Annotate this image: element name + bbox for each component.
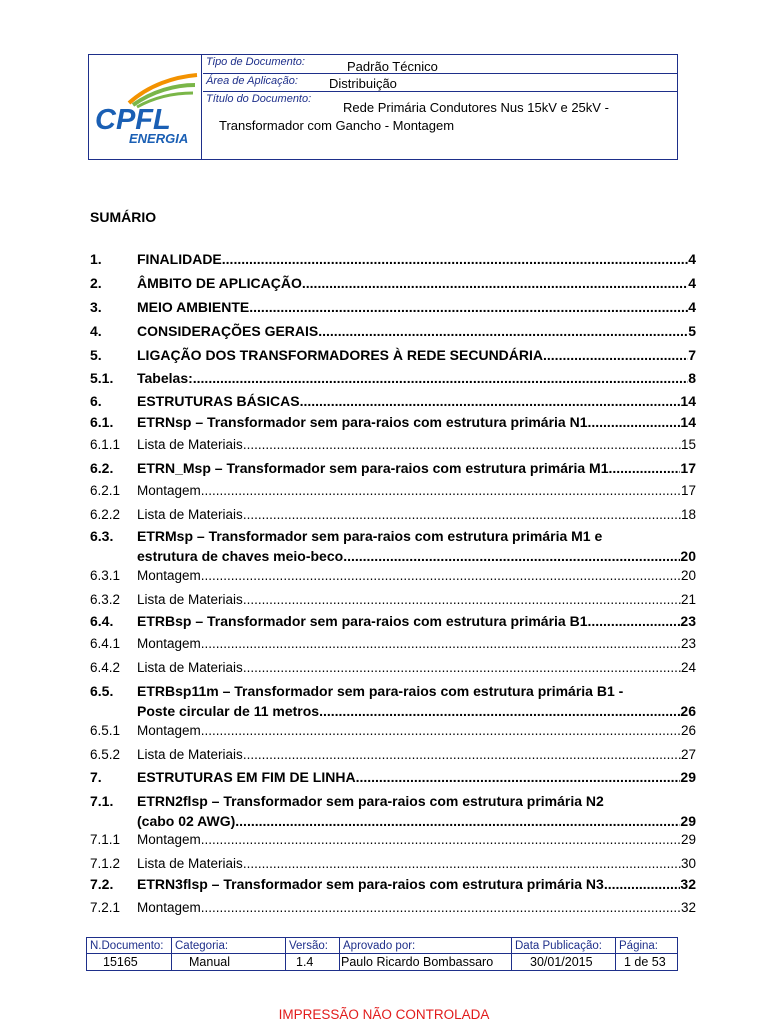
approved-value: Paulo Ricardo Bombassaro bbox=[341, 955, 494, 969]
toc-line bbox=[137, 900, 696, 915]
toc-number: 5.1. bbox=[90, 370, 114, 386]
toc-entry[interactable] bbox=[90, 613, 696, 633]
toc-entry[interactable] bbox=[90, 660, 696, 680]
toc-line bbox=[137, 507, 696, 522]
toc-number: 6.4.1 bbox=[90, 636, 121, 651]
toc-number: 6.3. bbox=[90, 528, 114, 544]
toc-page-number: 5 bbox=[688, 323, 696, 339]
toc-number: 7.1.2 bbox=[90, 856, 121, 871]
toc-page-number: 21 bbox=[680, 592, 696, 607]
toc-line bbox=[137, 275, 696, 291]
title-line2: Transformador com Gancho - Montagem bbox=[219, 118, 455, 133]
toc-page-number: 8 bbox=[688, 370, 696, 386]
toc-page-number: 4 bbox=[688, 275, 696, 291]
toc-number: 7.1. bbox=[90, 793, 114, 809]
toc-leader-dots bbox=[249, 299, 688, 315]
toc-leader-dots bbox=[201, 723, 681, 738]
toc-number: 6.1. bbox=[90, 414, 114, 430]
toc-page-number: 15 bbox=[680, 437, 696, 452]
toc-title: ESTRUTURAS EM FIM DE LINHA bbox=[137, 769, 356, 785]
toc-number: 6.4.2 bbox=[90, 660, 121, 675]
toc-line bbox=[137, 414, 696, 430]
doc-number-label: N.Documento: bbox=[90, 940, 164, 952]
toc-title: ÂMBITO DE APLICAÇÃO bbox=[137, 275, 302, 291]
toc-number: 6.2.1 bbox=[90, 483, 121, 498]
toc-page-number: 23 bbox=[680, 636, 696, 651]
toc-line bbox=[137, 876, 696, 892]
category-value: Manual bbox=[189, 955, 230, 969]
toc-entry[interactable] bbox=[90, 793, 696, 833]
toc-entry[interactable] bbox=[90, 769, 696, 789]
toc-line bbox=[137, 347, 696, 363]
toc-leader-dots bbox=[201, 636, 681, 651]
toc-entry[interactable] bbox=[90, 299, 696, 319]
toc-title-first-line: ETRN2flsp – Transformador sem para-raios com estrutura primária N2 bbox=[137, 793, 604, 809]
page-cell bbox=[616, 938, 677, 970]
toc-number: 6.2. bbox=[90, 460, 114, 476]
approved-label: Aprovado por: bbox=[343, 940, 416, 952]
toc-leader-dots bbox=[318, 323, 688, 339]
toc-title: (cabo 02 AWG) bbox=[137, 813, 236, 829]
toc-line bbox=[137, 548, 696, 564]
toc-line bbox=[137, 856, 696, 871]
toc-line bbox=[137, 460, 696, 476]
area-value: Distribuição bbox=[329, 76, 397, 91]
toc-leader-dots bbox=[201, 832, 681, 847]
toc-line bbox=[137, 299, 696, 315]
toc-title: LIGAÇÃO DOS TRANSFORMADORES À REDE SECUNDÁRIA bbox=[137, 347, 544, 363]
toc-title: FINALIDADE bbox=[137, 251, 222, 267]
toc-title: Montagem bbox=[137, 832, 201, 847]
toc-line bbox=[137, 568, 696, 583]
toc-page-number: 4 bbox=[688, 251, 696, 267]
toc-number: 7.1.1 bbox=[90, 832, 121, 847]
toc-entry[interactable] bbox=[90, 437, 696, 457]
toc-line bbox=[137, 323, 696, 339]
toc-title: Tabelas: bbox=[137, 370, 193, 386]
toc-entry[interactable] bbox=[90, 347, 696, 367]
version-label: Versão: bbox=[289, 940, 328, 952]
toc-page-number: 29 bbox=[680, 769, 696, 785]
toc-line bbox=[137, 483, 696, 498]
title-label: Título do Documento: bbox=[206, 93, 312, 105]
toc-title: ETRN_Msp – Transformador sem para-raios com estrutura primária M1 bbox=[137, 460, 609, 476]
doc-number-value: 15165 bbox=[103, 955, 138, 969]
toc-entry[interactable] bbox=[90, 683, 696, 723]
toc-page-number: 26 bbox=[680, 723, 696, 738]
toc-leader-dots bbox=[356, 769, 681, 785]
toc-page-number: 32 bbox=[680, 876, 696, 892]
toc-leader-dots bbox=[604, 876, 681, 892]
toc-leader-dots bbox=[243, 507, 681, 522]
toc-title-first-line: ETRBsp11m – Transformador sem para-raios com estrutura primária B1 - bbox=[137, 683, 624, 699]
toc-title: Lista de Materiais bbox=[137, 592, 243, 607]
pub-date-value: 30/01/2015 bbox=[530, 955, 593, 969]
toc-page-number: 26 bbox=[680, 703, 696, 719]
toc-number: 1. bbox=[90, 251, 102, 267]
toc-leader-dots bbox=[243, 747, 681, 762]
toc-entry[interactable] bbox=[90, 568, 696, 588]
toc-title: Montagem bbox=[137, 568, 201, 583]
toc-page-number: 4 bbox=[688, 299, 696, 315]
toc-leader-dots bbox=[243, 592, 681, 607]
toc-leader-dots bbox=[343, 548, 680, 564]
doc-type-value: Padrão Técnico bbox=[347, 59, 438, 74]
version-cell bbox=[286, 938, 340, 970]
toc-number: 7.2. bbox=[90, 876, 114, 892]
toc-page-number: 29 bbox=[680, 832, 696, 847]
toc-number: 2. bbox=[90, 275, 102, 291]
toc-page-number: 27 bbox=[680, 747, 696, 762]
toc-leader-dots bbox=[608, 460, 680, 476]
title-line1: Rede Primária Condutores Nus 15kV e 25kV - bbox=[343, 100, 609, 115]
toc-entry[interactable] bbox=[90, 856, 696, 876]
toc-entry[interactable] bbox=[90, 876, 696, 896]
toc-page-number: 24 bbox=[680, 660, 696, 675]
toc-title: MEIO AMBIENTE bbox=[137, 299, 250, 315]
toc-number: 6.5.1 bbox=[90, 723, 121, 738]
toc-entry[interactable] bbox=[90, 323, 696, 343]
toc-line bbox=[137, 769, 696, 785]
pub-date-cell bbox=[512, 938, 616, 970]
toc-entry[interactable] bbox=[90, 275, 696, 295]
toc-line bbox=[137, 723, 696, 738]
area-row bbox=[203, 74, 677, 92]
toc-number: 6. bbox=[90, 393, 102, 409]
toc-leader-dots bbox=[235, 813, 680, 829]
toc-number: 6.5. bbox=[90, 683, 114, 699]
toc-title: Montagem bbox=[137, 723, 201, 738]
document-header bbox=[88, 54, 678, 160]
toc-entry[interactable] bbox=[90, 900, 696, 920]
toc-leader-dots bbox=[243, 856, 681, 871]
document-footer bbox=[86, 937, 678, 971]
area-label: Área de Aplicação: bbox=[206, 75, 298, 87]
toc-entry[interactable] bbox=[90, 370, 696, 390]
toc-title: CONSIDERAÇÕES GERAIS bbox=[137, 323, 319, 339]
toc-page-number: 32 bbox=[680, 900, 696, 915]
toc-page-number: 29 bbox=[680, 813, 696, 829]
toc-title: Montagem bbox=[137, 483, 201, 498]
toc-line bbox=[137, 393, 696, 409]
toc-number: 7. bbox=[90, 769, 102, 785]
toc-entry[interactable] bbox=[90, 251, 696, 271]
toc-page-number: 23 bbox=[680, 613, 696, 629]
toc-page-number: 14 bbox=[680, 393, 696, 409]
doc-type-row bbox=[203, 55, 677, 74]
doc-number-cell bbox=[87, 938, 172, 970]
toc-leader-dots bbox=[201, 900, 681, 915]
toc-number: 6.3.1 bbox=[90, 568, 121, 583]
toc-title-first-line: ETRMsp – Transformador sem para-raios com estrutura primária M1 e bbox=[137, 528, 603, 544]
toc-line bbox=[137, 370, 696, 386]
pub-date-label: Data Publicação: bbox=[515, 940, 602, 952]
toc-number: 6.5.2 bbox=[90, 747, 121, 762]
toc-leader-dots bbox=[193, 370, 688, 386]
toc-number: 4. bbox=[90, 323, 102, 339]
toc-entry[interactable] bbox=[90, 393, 696, 413]
page-value: 1 de 53 bbox=[624, 955, 666, 969]
toc-page-number: 18 bbox=[680, 507, 696, 522]
toc-page-number: 20 bbox=[680, 548, 696, 564]
toc-entry[interactable] bbox=[90, 592, 696, 612]
approved-cell bbox=[340, 938, 512, 970]
toc-line bbox=[137, 703, 696, 719]
version-value: 1.4 bbox=[296, 955, 314, 969]
category-label: Categoria: bbox=[175, 940, 229, 952]
toc-title: Lista de Materiais bbox=[137, 437, 243, 452]
toc-title: ETRBsp – Transformador sem para-raios com estrutura primária B1 bbox=[137, 613, 588, 629]
logo-cell bbox=[89, 55, 202, 159]
toc-leader-dots bbox=[587, 414, 680, 430]
toc-line bbox=[137, 660, 696, 675]
toc-title: Poste circular de 11 metros bbox=[137, 703, 320, 719]
toc-page-number: 17 bbox=[680, 460, 696, 476]
summary-title: SUMÁRIO bbox=[90, 209, 157, 225]
toc-title: ETRNsp – Transformador sem para-raios com estrutura primária N1 bbox=[137, 414, 588, 430]
toc-number: 5. bbox=[90, 347, 102, 363]
toc-line bbox=[137, 437, 696, 452]
toc-title: ETRN3flsp – Transformador sem para-raios com estrutura primária N3 bbox=[137, 876, 604, 892]
toc-title: Lista de Materiais bbox=[137, 747, 243, 762]
toc-entry[interactable] bbox=[90, 483, 696, 503]
toc-entry[interactable] bbox=[90, 723, 696, 743]
toc-leader-dots bbox=[222, 251, 688, 267]
toc-line bbox=[137, 592, 696, 607]
toc-line bbox=[137, 636, 696, 651]
toc-leader-dots bbox=[302, 275, 688, 291]
toc-entry[interactable] bbox=[90, 507, 696, 527]
toc-leader-dots bbox=[543, 347, 688, 363]
toc-entry[interactable] bbox=[90, 414, 696, 434]
toc-title: Lista de Materiais bbox=[137, 856, 243, 871]
toc-title: Montagem bbox=[137, 636, 201, 651]
toc-entry[interactable] bbox=[90, 636, 696, 656]
toc-line bbox=[137, 813, 696, 829]
toc-page-number: 30 bbox=[680, 856, 696, 871]
toc-page-number: 17 bbox=[680, 483, 696, 498]
toc-number: 3. bbox=[90, 299, 102, 315]
toc-entry[interactable] bbox=[90, 747, 696, 767]
toc-line bbox=[137, 832, 696, 847]
toc-leader-dots bbox=[243, 660, 681, 675]
title-row bbox=[203, 92, 677, 159]
cpfl-logo bbox=[89, 55, 202, 159]
toc-title: estrutura de chaves meio-beco bbox=[137, 548, 344, 564]
toc-number: 6.2.2 bbox=[90, 507, 121, 522]
toc-leader-dots bbox=[319, 703, 680, 719]
toc-number: 6.1.1 bbox=[90, 437, 121, 452]
toc-leader-dots bbox=[587, 613, 680, 629]
toc-page-number: 7 bbox=[688, 347, 696, 363]
toc-title: Lista de Materiais bbox=[137, 660, 243, 675]
toc-page-number: 14 bbox=[680, 414, 696, 430]
toc-line bbox=[137, 613, 696, 629]
toc-line bbox=[137, 251, 696, 267]
toc-leader-dots bbox=[201, 568, 681, 583]
toc-title: ESTRUTURAS BÁSICAS bbox=[137, 393, 300, 409]
doc-type-label: Tipo de Documento: bbox=[206, 56, 305, 68]
toc-entry[interactable] bbox=[90, 832, 696, 852]
toc-entry[interactable] bbox=[90, 460, 696, 480]
toc-title: Lista de Materiais bbox=[137, 507, 243, 522]
toc-title: Montagem bbox=[137, 900, 201, 915]
toc-leader-dots bbox=[243, 437, 681, 452]
toc-number: 7.2.1 bbox=[90, 900, 121, 915]
category-cell bbox=[172, 938, 286, 970]
logo-text: CPFL bbox=[95, 104, 171, 136]
page-label: Página: bbox=[619, 940, 659, 952]
toc-page-number: 20 bbox=[680, 568, 696, 583]
toc-entry[interactable] bbox=[90, 528, 696, 568]
toc-line bbox=[137, 747, 696, 762]
toc-leader-dots bbox=[300, 393, 681, 409]
toc-leader-dots bbox=[201, 483, 681, 498]
logo-subtext: ENERGIA bbox=[129, 131, 189, 146]
uncontrolled-print-notice: IMPRESSÃO NÃO CONTROLADA bbox=[278, 1007, 490, 1022]
toc-number: 6.4. bbox=[90, 613, 114, 629]
toc-number: 6.3.2 bbox=[90, 592, 121, 607]
